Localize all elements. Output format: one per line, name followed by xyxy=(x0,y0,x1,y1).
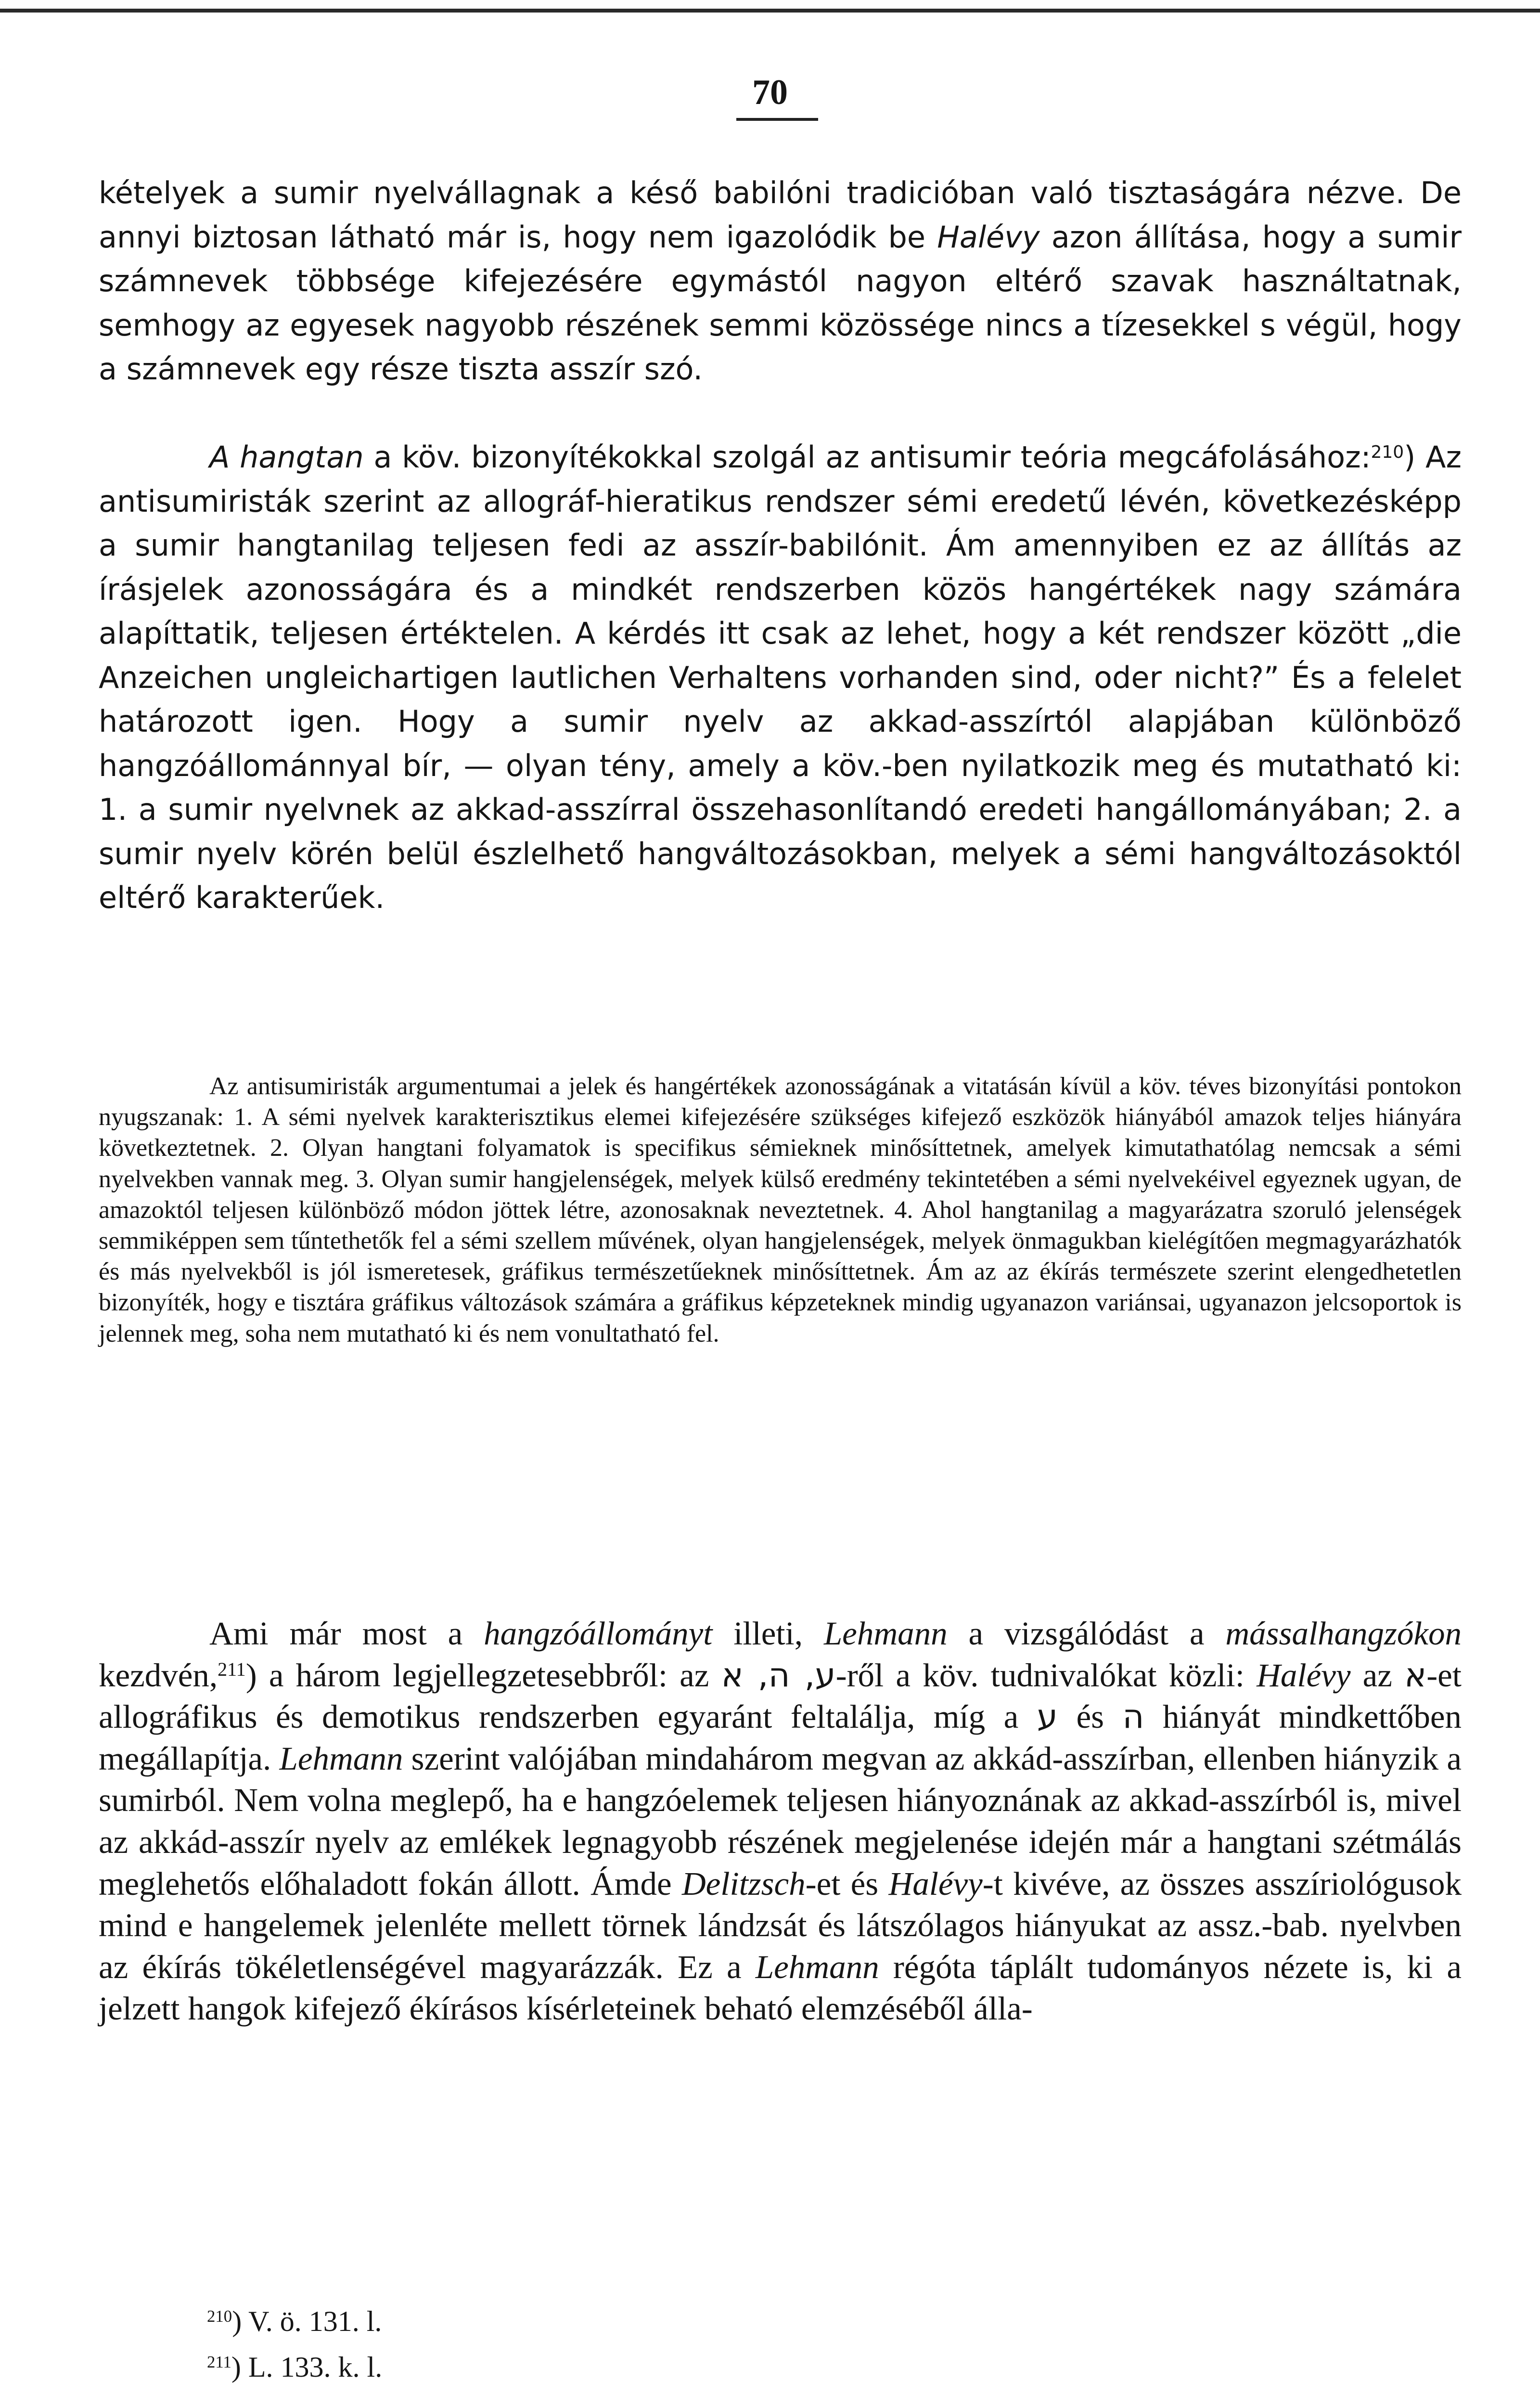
footnote-ref-211[interactable]: 211 xyxy=(218,1658,246,1680)
author-name-halevy: Halévy xyxy=(937,219,1040,255)
p3-seg: régóta táplált tudományos nézete is, ki a jelzett hangok kifejező ékírásos kísérleteinek beható elemzéséből álla- xyxy=(99,1948,1462,2027)
top-edge-rule xyxy=(0,9,1540,13)
p3-seg: hiányát mindkettőben megállapítja. xyxy=(99,1698,1462,1777)
p3-seg: az xyxy=(1350,1656,1405,1694)
p3-seg: -et allográfikus és demotikus rendszerben egyaránt feltalálja, míg a xyxy=(99,1656,1462,1735)
hebrew-letter-he: ה xyxy=(1122,1697,1144,1736)
p3-italic: mássalhangzókon xyxy=(1225,1615,1462,1652)
p3-italic: hangzóállományt xyxy=(484,1615,713,1652)
hebrew-letters: ע, ה, א xyxy=(721,1656,836,1695)
paragraph-1-rest: azon állítása, hogy a sumir számnevek többsége kifejezésére egymástól nagyon eltérő szavak használtatnak, semhogy az egyesek nagyobb részének semmi közössége nincs a tízesekkel s végül, hogy a számnevek egy része tiszta asszír szó. xyxy=(99,219,1462,387)
paragraph-3 xyxy=(99,1613,1462,2030)
p3-seg: ) a három legjellegzetesebbről: az xyxy=(245,1656,721,1694)
paragraph-2-text: a köv. bizonyítékokkal szolgál az antisumir teória megcáfolásához: xyxy=(363,440,1371,475)
paragraph-1-text: kételyek a sumir nyelvállagnak a késő babilóni tradicióban való tisztaságára nézve. De annyi biztosan látható már is, hogy nem igazolódik be xyxy=(99,175,1462,255)
footnote-ref-210[interactable]: 210 xyxy=(1371,442,1404,463)
page-number-underline xyxy=(736,118,818,121)
paragraph-2 xyxy=(99,435,1462,920)
author-name-halevy: Halévy xyxy=(1257,1656,1351,1694)
footnote-mark: 211 xyxy=(207,2352,231,2371)
p3-seg: szerint valójában mindahárom megvan az akkád-asszírban, ellenben hiányzik a sumirból. Nem volna meglepő, ha e hangzóelemek teljesen hiányoznának az akkad-asszírból is, mivel az akkád-asszír nyelv az emlékek legnagyobb részének megjelenése idején már a hangtani szétmálás meglehetős előhaladott fokán állott. Ámde xyxy=(99,1740,1462,1902)
footnote-211 xyxy=(207,2344,382,2390)
footnote-210 xyxy=(207,2299,382,2344)
footnote-text: ) L. 133. k. l. xyxy=(231,2351,383,2383)
p3-seg: Ami már most a xyxy=(209,1615,484,1652)
small-print-note: Az antisumiristák argumentumai a jelek és hangértékek azonosságának a vitatásán kívül a köv. téves bizonyítási pontokon nyugszanak: 1. A sémi nyelvek karakterisztikus elemei kifejezésére szükséges kifejező eszközök hiányából amazok teljes hiányára következtetnek. 2. Olyan hangtani folyamatok is specifikus sémieknek minősíttetnek, amelyek kimutathatólag nemcsak a sémi nyelvekben vannak meg. 3. Olyan sumir hangjelenségek, melyek külső eredmény tekintetében a sémi nyelvekéivel egyeznek ugyan, de amazoktól teljesen különböző módon jöttek létre, azonosaknak neveztetnek. 4. Ahol hangtanilag a magyarázatra szoruló jelenségek semmiképpen sem tűntethetők fel a sémi szellem művének, olyan hangjelenségek, melyek önmagukban kielégítően megmagyarázhatók és más nyelvekből is jól ismeretesek, gráfikus természetűeknek minősíttetnek. Ám az az ékírás természete szerint elengedhetetlen bizonyíték, hogy e tisztára gráfikus változások számára a gráfikus képzeteknek mindig ugyanazon variánsai, ugyanazon jelcsoportok is jelennek meg, soha nem mutatható ki és nem vonultatható fel. xyxy=(99,1073,1462,1347)
p3-seg: és xyxy=(1057,1698,1123,1735)
footnote-mark: 210 xyxy=(207,2306,232,2326)
p3-seg: -et és xyxy=(805,1865,889,1902)
paragraph-1 xyxy=(99,171,1462,391)
page-number: 70 xyxy=(752,73,788,112)
hebrew-letter-aleph: א xyxy=(1404,1656,1427,1695)
author-name-delitzsch: Delitzsch xyxy=(681,1865,806,1902)
p3-seg: -t kivéve, az összes asszíriológusok mind e hangelemek jelenléte mellett törnek lándzsát és látszólagos hiányukat az assz.-bab. nyelvben az ékírás tökéletlenségével magyarázzák. Ez a xyxy=(99,1865,1462,1985)
footnotes xyxy=(207,2299,382,2390)
section-lead-hangtan: A hangtan xyxy=(209,440,364,475)
author-name-lehmann: Lehmann xyxy=(823,1615,948,1652)
paragraph-2-rest: ) Az antisumiristák szerint az allográf-hieratikus rendszer sémi eredetű lévén, következésképp a sumir hangtanilag teljesen fedi az asszír-babilónit. Ám amennyiben ez az állítás az írásjelek azonosságára és a mindkét rendszerben közös hangértékek nagy számára alapíttatik, teljesen értéktelen. A kérdés itt csak az lehet, hogy a két rendszer között „die Anzeichen ungleichartigen lautlichen Verhaltens vorhanden sind, oder nicht?” És a felelet határozott igen. Hogy a sumir nyelv az akkad-asszírtól alapjában különböző hangzóállománnyal bír, — olyan tény, amely a köv.-ben nyilatkozik meg és mutatható ki: 1. a sumir nyelvnek az akkad-asszírral összehasonlítandó eredeti hangállományában; 2. a sumir nyelv körén belül észlelhető hangváltozásokban, melyek a sémi hangváltozásoktól eltérő karakterűek. xyxy=(99,440,1462,915)
author-name-lehmann: Lehmann xyxy=(755,1948,879,1985)
author-name-lehmann: Lehmann xyxy=(279,1740,403,1777)
footnote-text: ) V. ö. 131. l. xyxy=(232,2305,382,2337)
hebrew-letter-ayin: ע xyxy=(1037,1697,1058,1736)
p3-seg: a vizsgálódást a xyxy=(947,1615,1226,1652)
p3-seg: -ről a köv. tudnivalókat közli: xyxy=(835,1656,1257,1694)
p3-seg: illeti, xyxy=(712,1615,824,1652)
p3-seg: kezdvén, xyxy=(99,1656,218,1694)
author-name-halevy: Halévy xyxy=(888,1865,983,1902)
